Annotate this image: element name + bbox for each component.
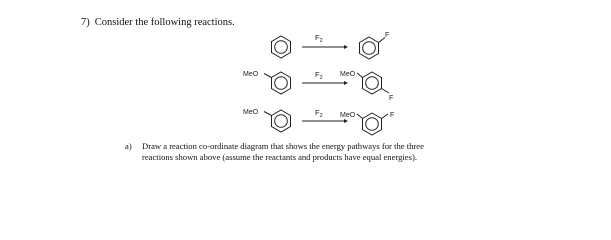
methoxy-label-reactant-2: MeO	[243, 71, 259, 78]
reagent-label-2: $F_2$	[315, 70, 323, 81]
question-number: 7)	[81, 17, 90, 28]
part-a-line-2: reactions shown above (assume the reactants and products have equal energies).	[142, 151, 417, 162]
product-4-fluoroanisole	[357, 113, 388, 135]
part-a-text-1: Draw a reaction co-ordinate diagram that shows the energy pathways for the three	[142, 141, 424, 151]
reagent-label-1: $F_2$	[315, 33, 323, 44]
reactant-anisole-3	[264, 110, 291, 132]
part-a-prompt	[125, 141, 595, 162]
part-a-line-1	[125, 141, 595, 152]
methoxy-label-reactant-3: MeO	[243, 109, 259, 116]
reactant-anisole-2	[264, 72, 291, 94]
methoxy-label-product-2: MeO	[340, 71, 356, 78]
reactant-benzene-1	[272, 36, 291, 58]
fluorine-label-r1: F	[385, 32, 390, 39]
reagent-label-3: $F_2$	[315, 108, 323, 119]
fluorine-label-r3: F	[390, 112, 395, 119]
arrowhead-3	[344, 119, 348, 123]
fluorine-label-r2: F	[389, 95, 394, 102]
part-a-label: a)	[125, 141, 132, 151]
question-text: Consider the following reactions.	[94, 17, 235, 28]
product-fluorobenzene	[360, 37, 386, 59]
arrowhead-1	[344, 45, 348, 49]
methoxy-label-product-3: MeO	[340, 112, 356, 119]
product-3-fluoroanisole	[357, 72, 389, 94]
arrowhead-2	[344, 81, 348, 85]
